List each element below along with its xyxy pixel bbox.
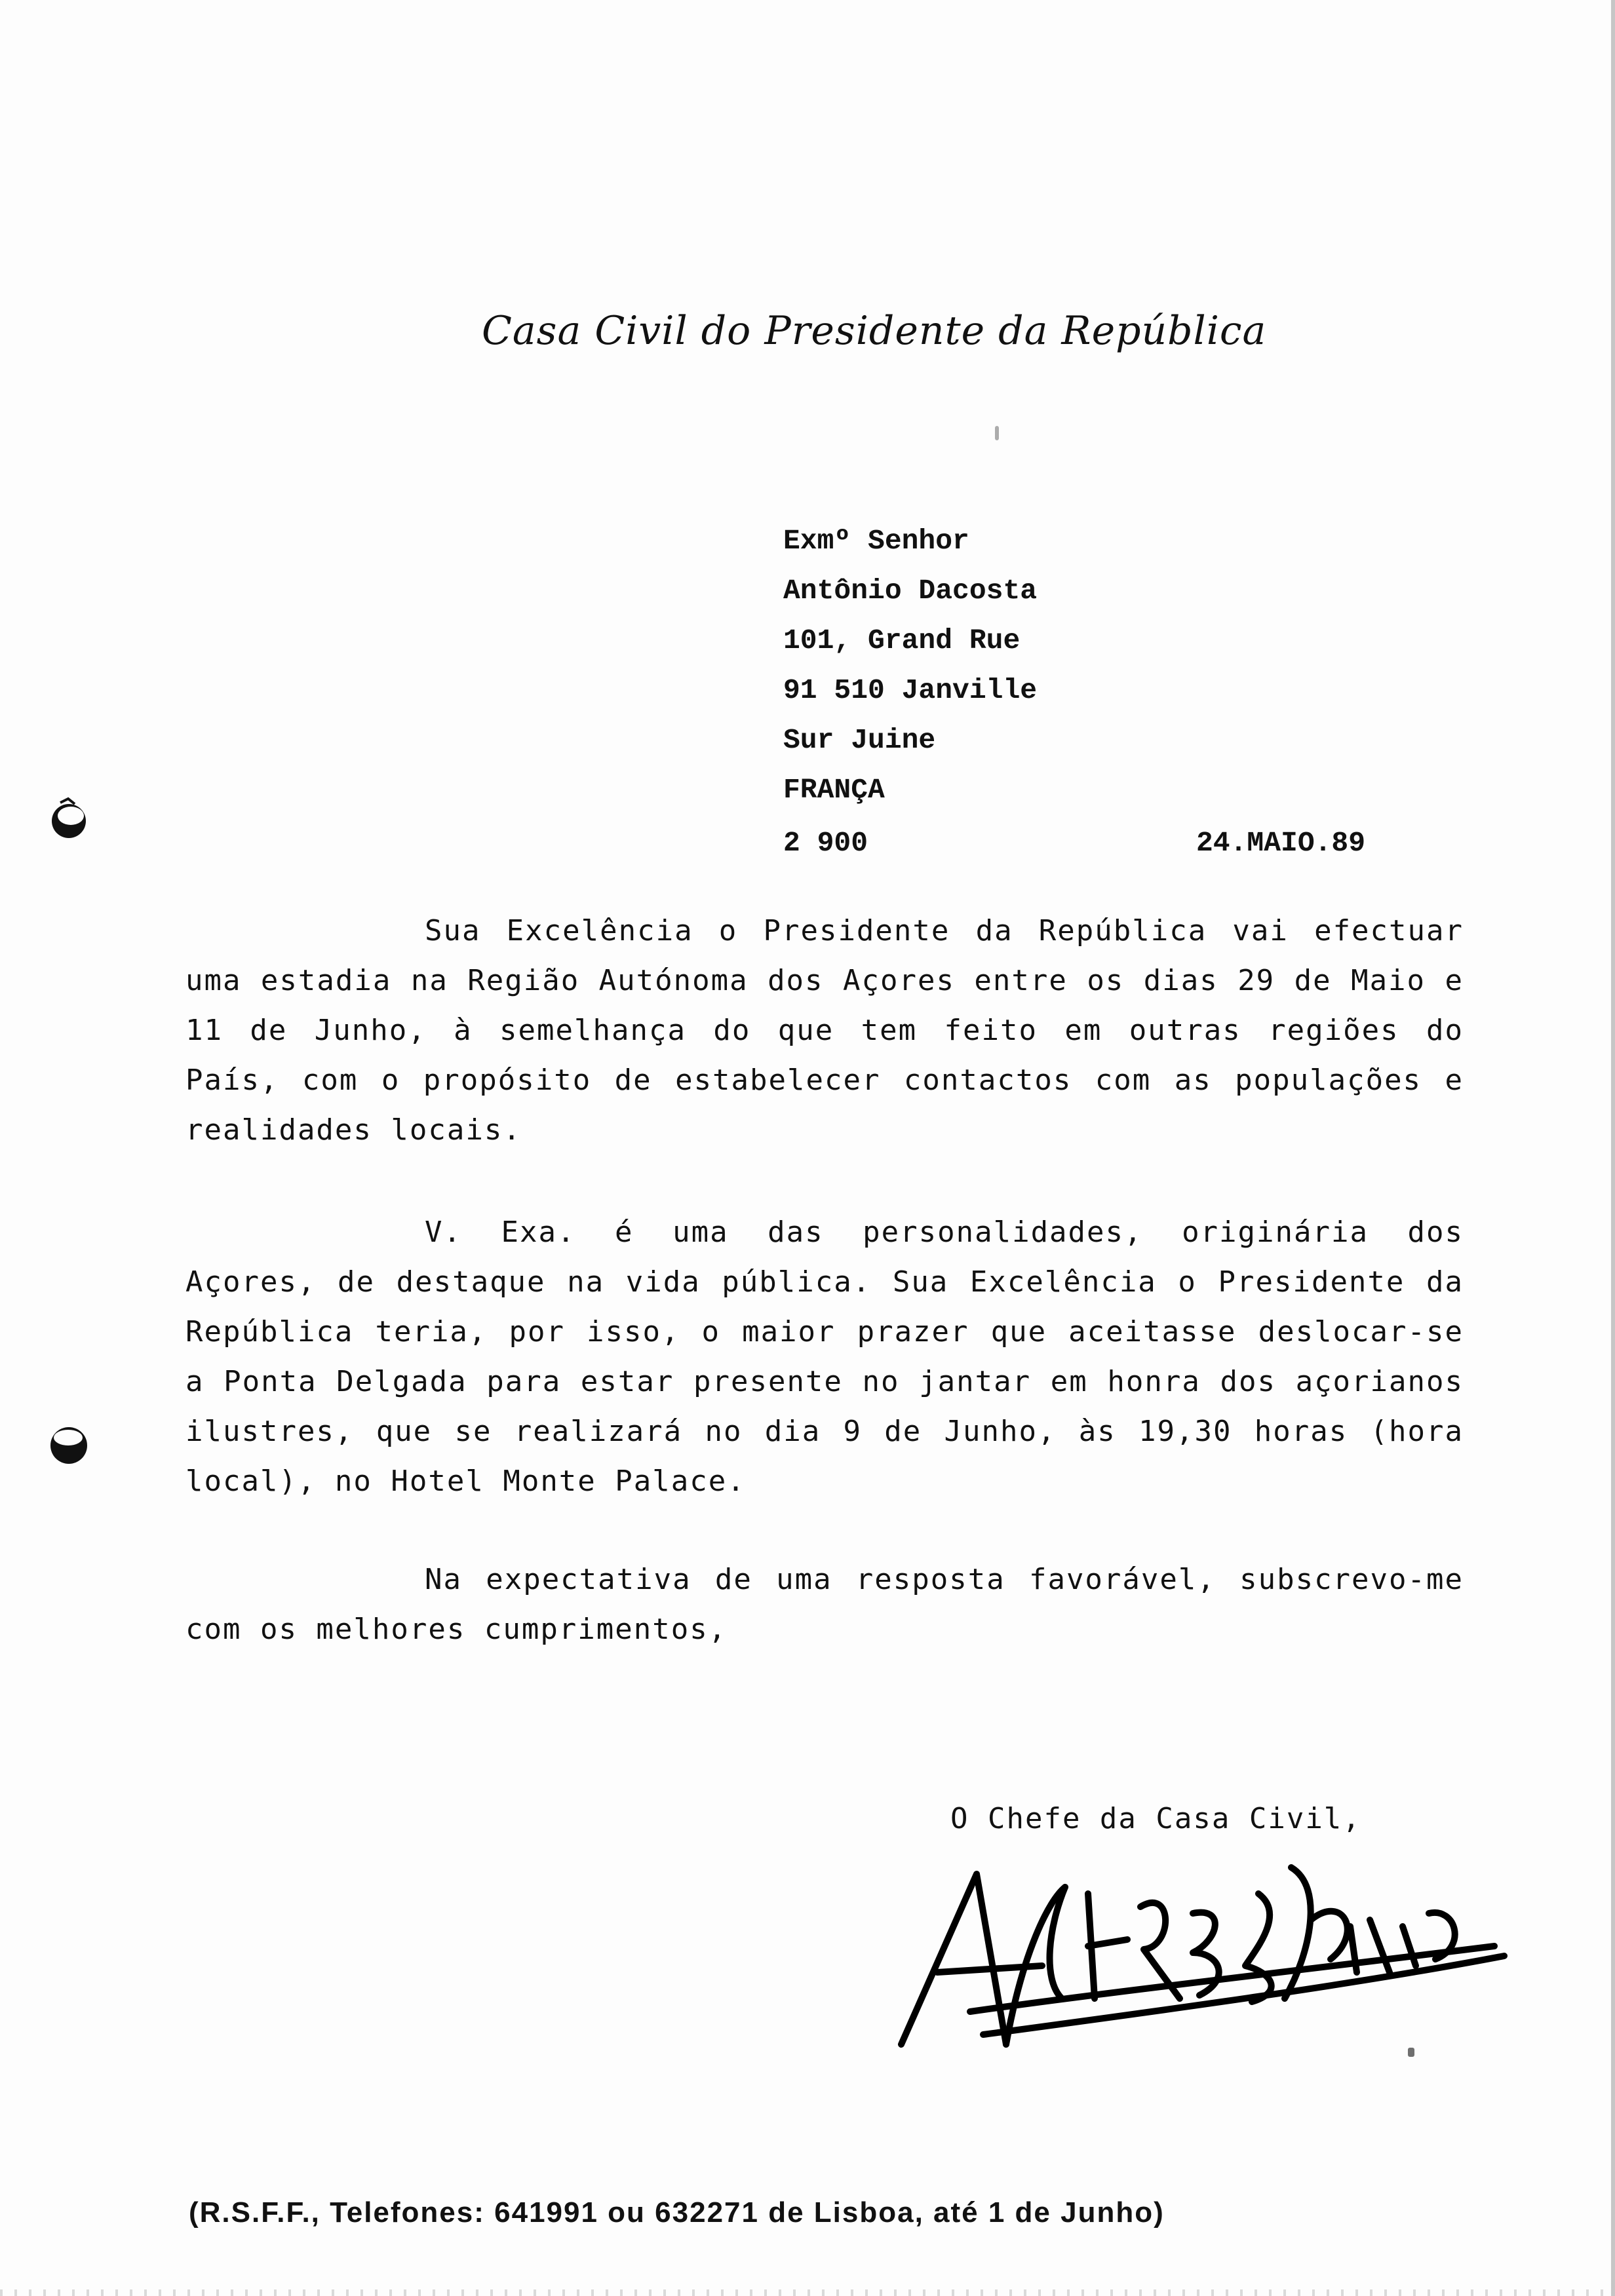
handwritten-signature	[891, 1848, 1514, 2057]
recipient-address	[783, 516, 1037, 815]
footer-note: (R.S.F.F., Telefones: 641991 ou 632271 de Lisboa, até 1 de Junho)	[189, 2196, 1165, 2229]
scan-edge-bottom	[0, 2289, 1615, 2296]
paragraph-text: Sua Excelência o Presidente da República vai efectuar uma estadia na Região Autónoma dos Açores entre os dias 29 de Maio e 11 de Junho, à semelhança do que tem feito em outras regiões do País, com o propósito de estabelecer contactos com as populações e realidades locais.	[185, 914, 1464, 1147]
body-paragraph-1	[185, 906, 1464, 1155]
address-line: FRANÇA	[783, 774, 885, 806]
punch-hole-icon	[46, 1422, 92, 1468]
reference-line	[783, 827, 1393, 859]
paragraph-text: Na expectativa de uma resposta favorável, subscrevo-me com os melhores cumprimentos,	[185, 1563, 1464, 1646]
letter-date: 24.MAIO.89	[1196, 827, 1366, 859]
address-line: Antônio Dacosta	[783, 575, 1038, 607]
body-paragraph-3	[185, 1555, 1464, 1655]
address-line: 101, Grand Rue	[783, 624, 1021, 657]
scan-edge-right	[1611, 0, 1615, 2296]
punch-hole-icon	[46, 796, 92, 842]
stray-mark	[995, 426, 999, 440]
paragraph-text: V. Exa. é uma das personalidades, originária dos Açores, de destaque na vida pública. Sua Excelência o Presidente da República teria, por isso, o maior prazer que aceitasse deslocar-se a Ponta Delgada para estar presente no jantar em honra dos açorianos ilustres, que se realizará no dia 9 de Junho, às 19,30 horas (hora local), no Hotel Monte Palace.	[185, 1215, 1464, 1498]
letterhead-title: Casa Civil do Presidente da República	[482, 308, 1267, 354]
stray-mark	[1408, 2048, 1414, 2057]
address-line: Exmº Senhor	[783, 525, 969, 557]
address-line: 91 510 Janville	[783, 674, 1038, 706]
body-paragraph-2	[185, 1208, 1464, 1506]
reference-number: 2 900	[783, 827, 868, 859]
closing-title: O Chefe da Casa Civil,	[950, 1802, 1361, 1835]
address-line: Sur Juine	[783, 724, 936, 756]
